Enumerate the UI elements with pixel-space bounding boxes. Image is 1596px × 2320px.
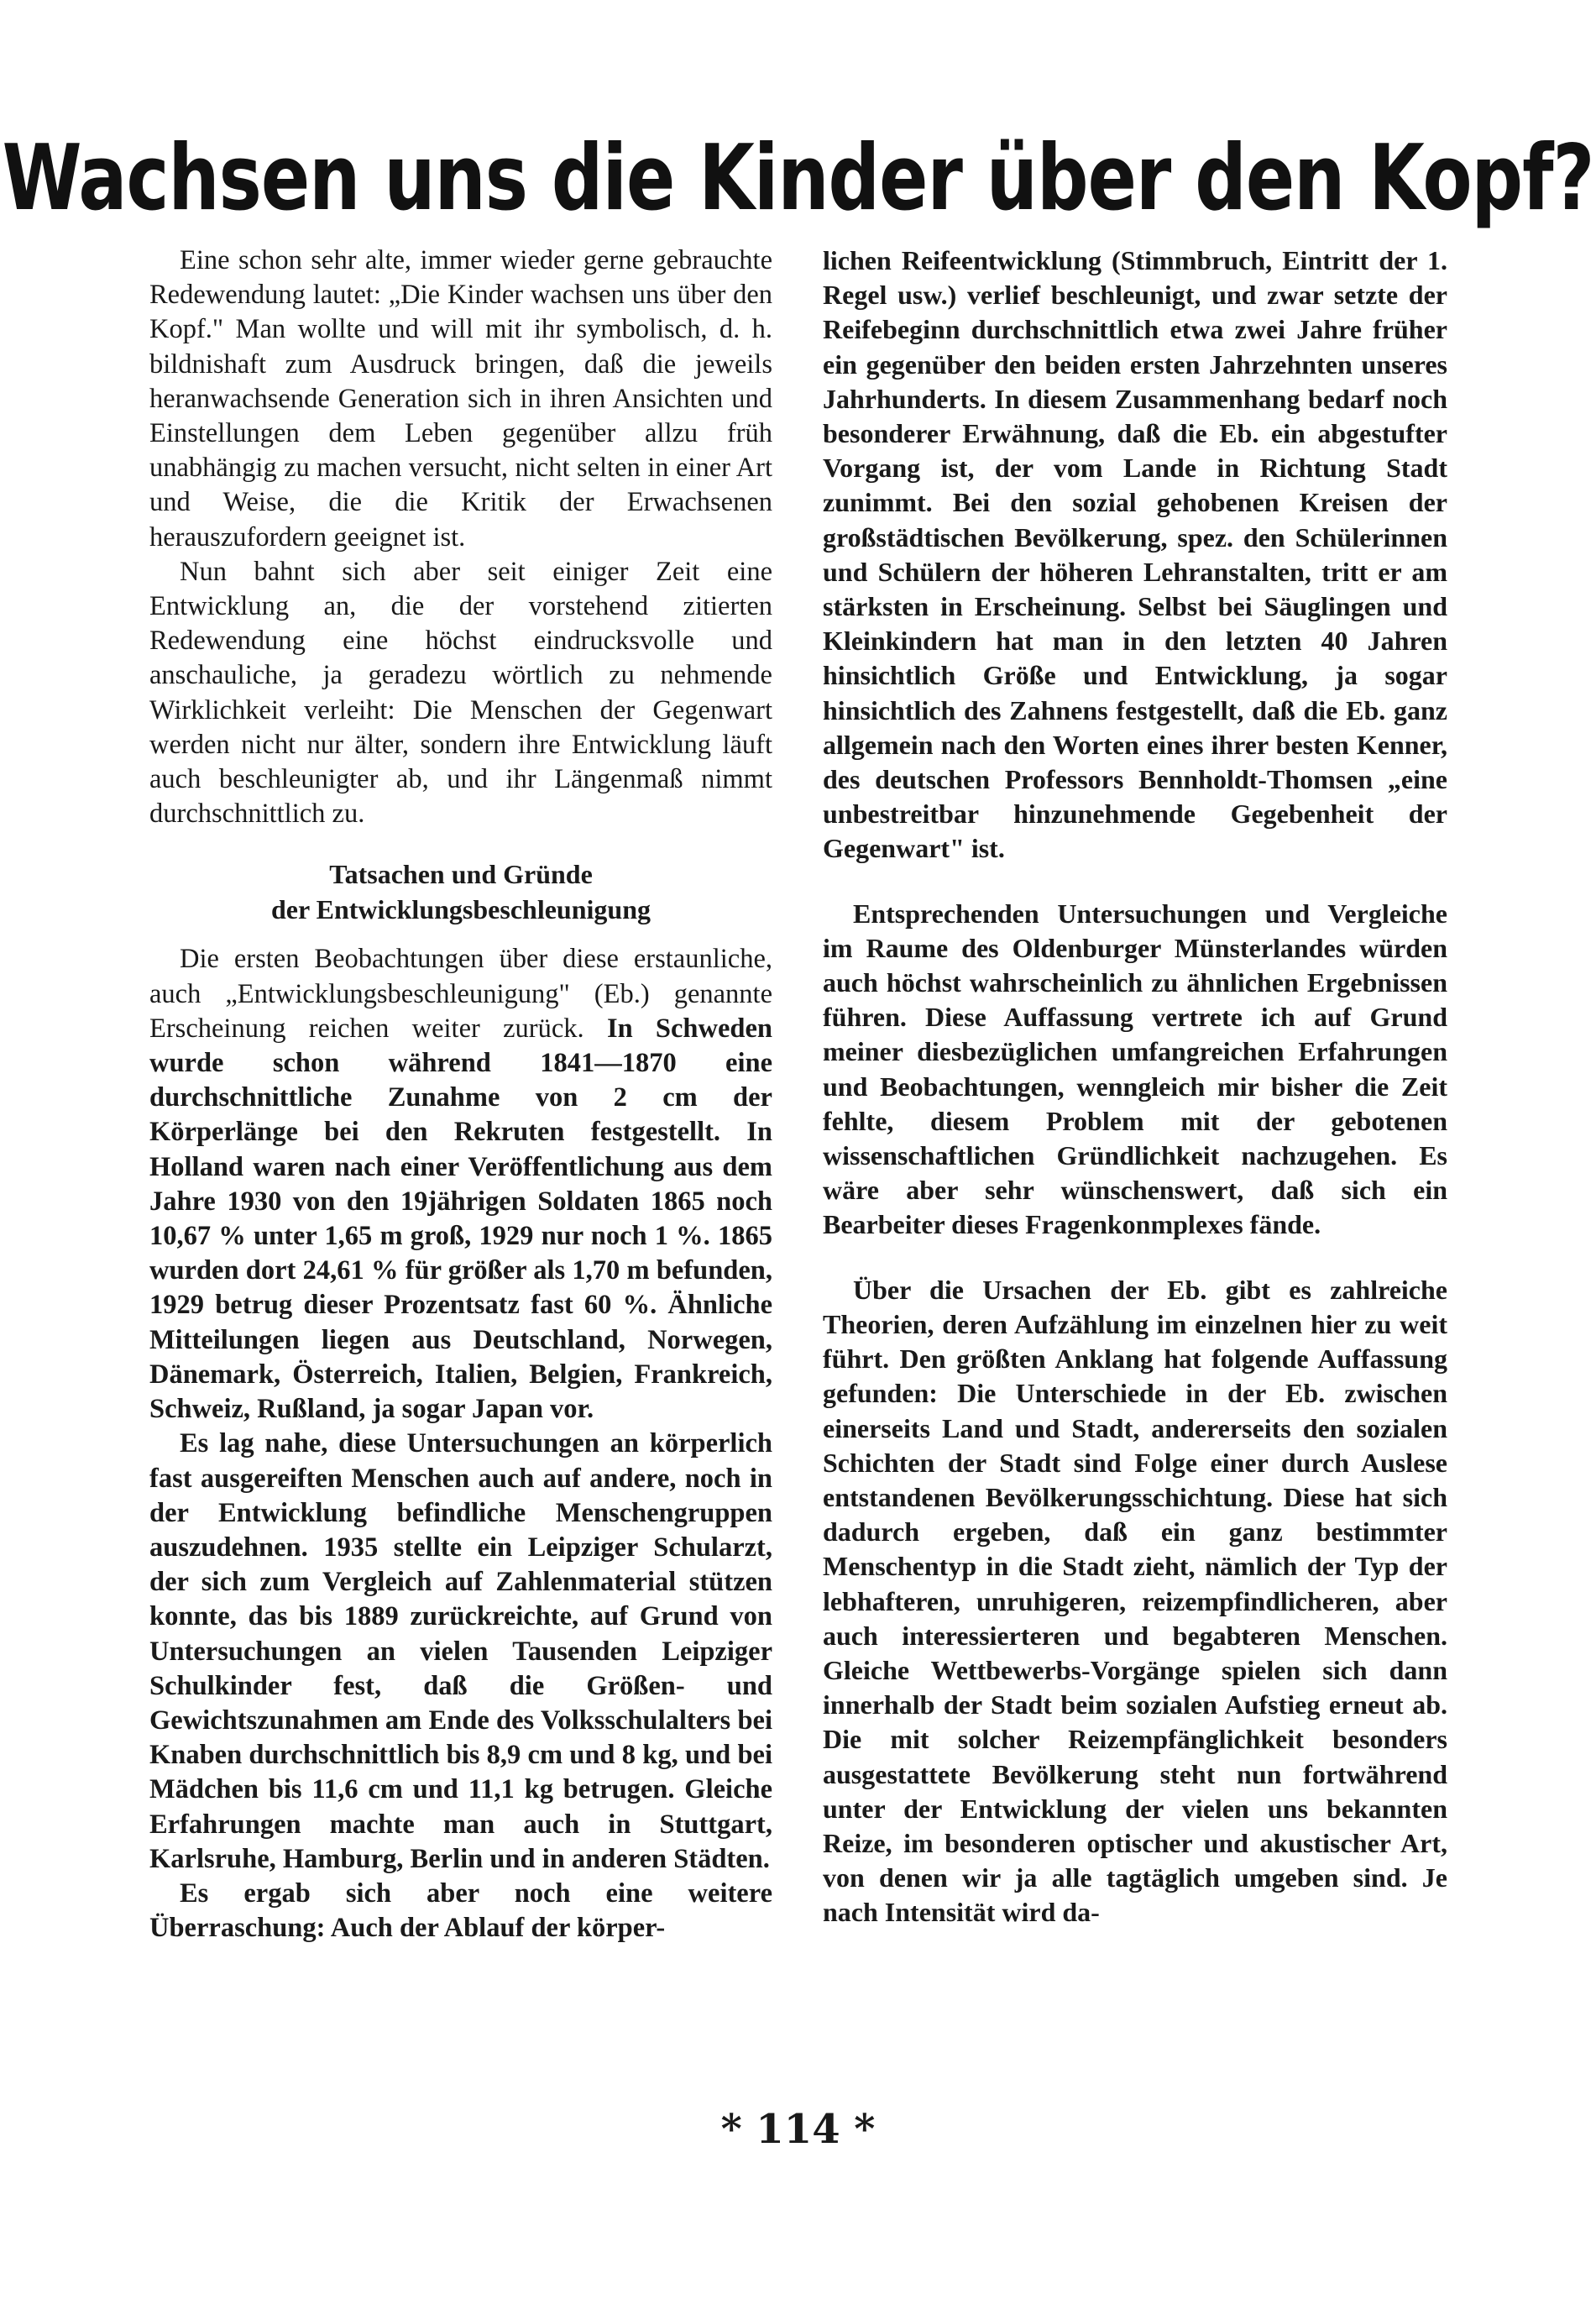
paragraph: Eine schon sehr alte, immer wieder gerne gebrauchte Redewendung lautet: „Die Kinder wachsen uns über den Kopf." Man wollte und will mit ihr symbolisch, d. h. bildnishaft zum Ausdruck bringen, daß die jeweils heranwachsende Generation sich in ihren Ansichten und Einstellungen dem Leben gegenüber allzu früh unabhängig zu machen versucht, nicht selten in einer Art und Weise, die die Kritik der Erwachsenen herauszufordern geeignet ist.: [149, 245, 772, 553]
paragraph: Entsprechenden Untersuchungen und Vergleiche im Raume des Oldenburger Münsterlandes würden auch höchst wahrscheinlich zu ähnlichen Ergebnissen führen. Diese Auffassung vertrete ich auf Grund meiner diesbezüglichen umfangreichen Erfahrungen und Beobachtungen, wenngleich mir bisher die Zeit fehlte, diesem Problem mit der gebotenen wissenschaftlichen Gründlichkeit nachzugehen. Es wäre aber sehr wünschenswert, daß sich ein Bearbeiter dieses Fragenkonmplexes fände.: [823, 898, 1447, 1240]
paragraph: Es lag nahe, diese Untersuchungen an körperlich fast ausgereiften Menschen auch auf andere, noch in der Entwicklung befindliche Menschengruppen auszudehnen. 1935 stellte ein Leipziger Schularzt, der sich zum Vergleich auf Zahlenmaterial stützen konnte, das bis 1889 zurückreichte, auf Grund von Untersuchungen an vielen Tausenden Leipziger Schulkinder fest, daß die Größen- und Gewichtszunahmen am Ende des Volksschulalters bei Knaben durchschnittlich bis 8,9 cm und 8 kg, und bei Mädchen bis 11,6 cm und 11,1 kg betrugen. Gleiche Erfahrungen machte man auch in Stuttgart, Karlsruhe, Hamburg, Berlin und in anderen Städten.: [149, 1428, 772, 1874]
paragraph: Über die Ursachen der Eb. gibt es zahlreiche Theorien, deren Aufzählung im einzelnen hier zu weit führt. Den größten Anklang hat folgende Auffassung gefunden: Die Unterschiede in der Eb. zwischen einerseits Land und Stadt, andererseits den sozialen Schichten der Stadt sind Folge einer durch Auslese entstandenen Bevölkerungsschichtung. Diese hat sich dadurch ergeben, daß ein ganz bestimmter Menschentyp in die Stadt zieht, nämlich der Typ der lebhafteren, unruhigeren, reizempfindlicheren, aber auch interessierteren und begabteren Menschen. Gleiche Wettbewerbs-Vorgänge spielen sich dann innerhalb der Stadt beim sozialen Aufstieg erneut ab. Die mit solcher Reizempfänglichkeit besonders ausgestattete Bevölkerung steht nun fortwährend unter der Entwicklung der vielen uns bekannten Reize, im besonderen optischer und akustischer Art, von denen wir ja alle tagtäglich umgeben sind. Je nach Intensität wird da-: [823, 1274, 1447, 1928]
paragraph: [149, 942, 772, 1427]
article-title: Wachsen uns die Kinder über den Kopf?: [2, 126, 1594, 231]
paragraph-text: Die ersten Beobachtungen über diese erstaunliche, auch „Entwicklungsbeschleunigung" (Eb.) genannte Erscheinung reichen weiter zurück.: [149, 944, 772, 1044]
paragraph: lichen Reifeentwicklung (Stimmbruch, Eintritt der 1. Regel usw.) verlief beschleunigt, und zwar setzte der Reifebeginn durchschnittlich etwa zwei Jahre früher ein gegenüber den beiden ersten Jahrzehnten unseres Jahrhunderts. In diesem Zusammenhang bedarf noch besonderer Erwähnung, daß die Eb. ein abgestufter Vorgang ist, der vom Lande in Richtung Stadt zunimmt. Bei den sozial gehobenen Kreisen der großstädtischen Bevölkerung, spez. den Schülerinnen und Schülern der höheren Lehranstalten, tritt er am stärksten in Erscheinung. Selbst bei Säuglingen und Kleinkindern hat man in den letzten 40 Jahren hinsichtlich Größe und Entwicklung, ja sogar hinsichtlich des Zahnens festgestellt, daß die Eb. ganz allgemein nach den Worten eines ihrer besten Kenner, des deutschen Professors Bennholdt-Thomsen „eine unbestreitbar hinzunehmende Gegebenheit der Gegenwart" ist.: [823, 245, 1447, 864]
right-column: [823, 244, 1447, 1930]
section-heading-line: Tatsachen und Gründe: [329, 859, 593, 890]
paragraph: Es ergab sich aber noch eine weitere Überraschung: Auch der Ablauf der körper-: [149, 1877, 772, 1944]
paragraph-text-bold: In Schweden wurde schon während 1841—1870 eine durchschnittliche Zunahme von 2 cm der Körperlänge bei den Rekruten festgestellt. In Holland waren nach einer Veröffentlichung aus dem Jahre 1930 von den 19jährigen Soldaten 1865 noch 10,67 % unter 1,65 m groß, 1929 nur noch 1 %. 1865 wurden dort 24,61 % für größer als 1,70 m befunden, 1929 betrug dieser Prozentsatz fast 60 %. Ähnliche Mitteilungen liegen aus Deutschland, Norwegen, Dänemark, Österreich, Italien, Belgien, Frankreich, Schweiz, Rußland, ja sogar Japan vor.: [149, 1013, 772, 1425]
paragraph: Nun bahnt sich aber seit einiger Zeit eine Entwicklung an, die der vorstehend zitierten Redewendung eine höchst eindrucksvolle und anschauliche, ja geradezu wörtlich zu nehmende Wirklichkeit verleiht: Die Menschen der Gegenwart werden nicht nur älter, sondern ihre Entwicklung läuft auch beschleunigter ab, und ihr Längenmaß nimmt durchschnittlich zu.: [149, 556, 772, 830]
section-heading-line: der Entwicklungsbeschleunigung: [271, 894, 651, 925]
section-heading: [149, 856, 772, 927]
left-column: [149, 244, 772, 1946]
page-number: * 114 *: [720, 2106, 876, 2153]
